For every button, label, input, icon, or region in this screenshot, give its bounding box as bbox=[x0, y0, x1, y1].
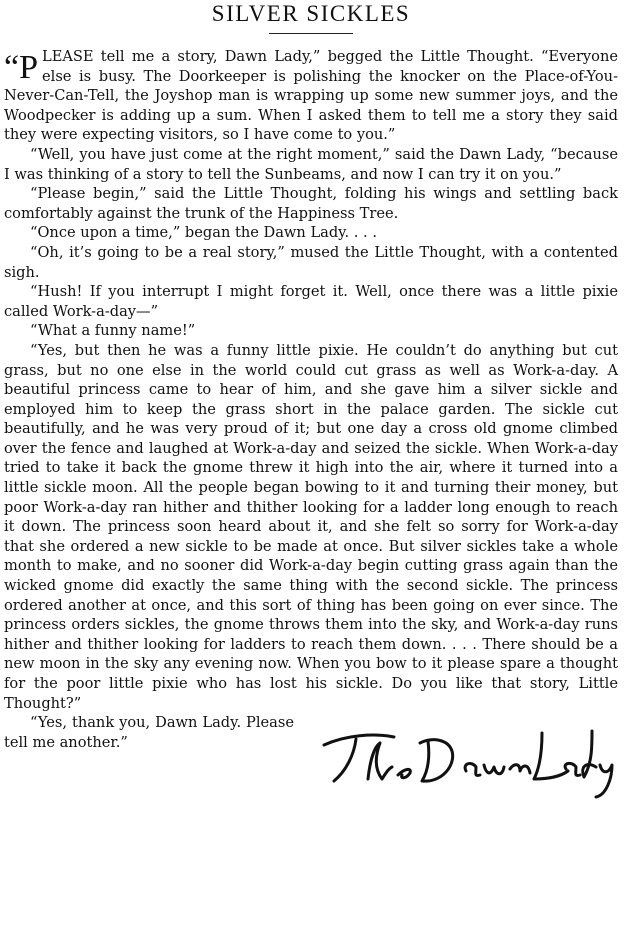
story-body bbox=[4, 47, 618, 752]
article-title: SILVER SICKLES bbox=[211, 1, 411, 26]
closing-block bbox=[4, 713, 618, 752]
drop-cap-letter: P bbox=[19, 49, 39, 86]
story-paragraph-8: “Yes, but then he was a funny little pixie. He couldn’t do anything but cut grass, but no one else in the world could cut grass as well as Work-a-day. A beautiful princess came to hear of him, and she gave him a silver sickle and employed him to keep the grass short in the palace garden. The sickle cut beautifully, and he was very proud of it; but one day a cross old gnome climbed over the fence and laughed at Work-a-day and seized the sickle. When Work-a-day tried to take it back the gnome threw it high into the air, where it turned into a little sickle moon. All the people began bowing to it and turning their money, but poor Work-a-day ran hither and thither looking for a ladder long enough to reach it down. The princess soon heard about it, and she felt so sorry for Work-a-day that she ordered a new sickle to be made at once. But silver sickles take a whole month to make, and no sooner did Work-a-day begin cutting grass again than the wicked gnome did exactly the same thing with the second sickle. The princess ordered another at once, and this sort of thing has been going on ever since. The princess orders sickles, the gnome throws them into the sky, and Work-a-day runs hither and thither looking for ladders to reach them down. . . . There should be a new moon in the sky any evening now. When you bow to it please spare a thought for the poor little pixie who has lost his sickle. Do you like that story, Little Thought?” bbox=[4, 341, 618, 712]
story-paragraph-1 bbox=[4, 47, 618, 145]
story-paragraph-9: “Yes, thank you, Dawn Lady. Please tell me another.” bbox=[4, 714, 294, 751]
dawn-lady-signature bbox=[316, 721, 616, 801]
opening-quote: “ bbox=[4, 49, 20, 86]
story-paragraph-6: “Hush! If you interrupt I might forget it. Well, once there was a little pixie called Work-a-day—” bbox=[4, 283, 618, 320]
paragraph-text: LEASE tell me a story, Dawn Lady,” begged the Little Thought. “Everyone else is busy. The Doorkeeper is polishing the knocker on the Place-of-You-Never-Can-Tell, the Joyshop man is wrapping up some new summer joys, and the Woodpecker is adding up a sum. When I asked them to tell me a story they said they were expecting visitors, so I have come to you.” bbox=[4, 48, 618, 144]
story-paragraph-5: “Oh, it’s going to be a real story,” mused the Little Thought, with a contented sigh. bbox=[4, 243, 618, 281]
story-paragraph-4: “Once upon a time,” began the Dawn Lady. . . . bbox=[30, 224, 377, 242]
story-paragraph-3: “Please begin,” said the Little Thought, folding his wings and settling back comfortably against the trunk of the Happiness Tree. bbox=[4, 185, 618, 222]
signature-handwriting bbox=[316, 721, 616, 801]
story-paragraph-7: “What a funny name!” bbox=[30, 322, 196, 340]
title-rule bbox=[269, 33, 353, 34]
story-paragraph-2: “Well, you have just come at the right moment,” said the Dawn Lady, “because I was thinking of a story to tell the Sunbeams, and now I can try it on you.” bbox=[4, 145, 618, 183]
drop-cap bbox=[4, 49, 39, 86]
